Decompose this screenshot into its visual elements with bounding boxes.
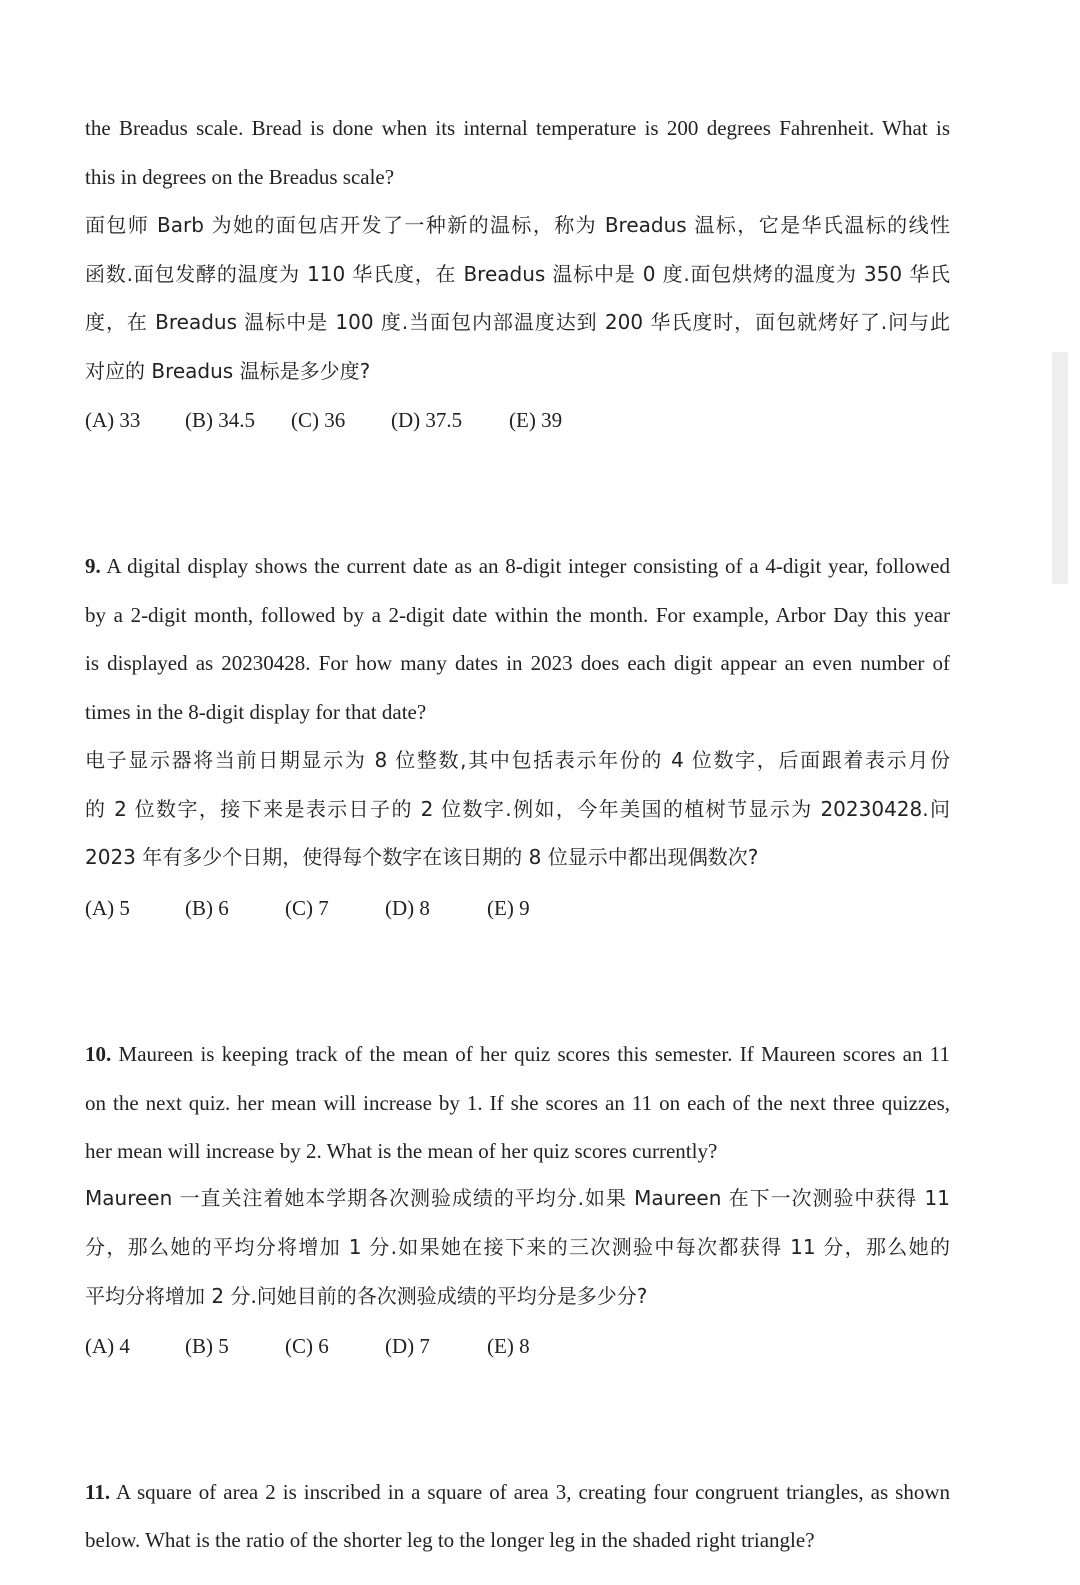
q10-choice-e: (E) 8 <box>487 1334 530 1358</box>
q9-en-first: A digital display shows the current date as an 8-digit integer consisting of a 4-digit year, followed <box>106 554 951 578</box>
q11-en-first: A square of area 2 is inscribed in a square of area 3, creating four congruent triangles, as shown <box>115 1480 950 1504</box>
q8-cn-line-4: 对应的 Breadus 温标是多少度? <box>85 359 371 383</box>
q9-choice-c: (C) 7 <box>285 896 329 920</box>
q9-cn-line-1: 电子显示器将当前日期显示为 8 位整数,其中包括表示年份的 4 位数字，后面跟着表示月份 <box>85 748 950 772</box>
q9-choice-a: (A) 5 <box>85 896 130 920</box>
q10-choice-a: (A) 4 <box>85 1334 130 1358</box>
q8-choice-c: (C) 36 <box>291 408 346 432</box>
q9-en-line-1 <box>85 552 950 580</box>
q8-choice-b: (B) 34.5 <box>185 408 255 432</box>
q8-choice-d: (D) 37.5 <box>391 408 463 432</box>
q9-choice-e: (E) 9 <box>487 896 530 920</box>
q10-choice-c: (C) 6 <box>285 1334 329 1358</box>
q10-en-line-2: on the next quiz. her mean will increase by 1. If she scores an 11 on each of the next three quizzes, <box>85 1091 950 1115</box>
q9-cn-line-2: 的 2 位数字，接下来是表示日子的 2 位数字.例如，今年美国的植树节显示为 20230428.问 <box>85 797 950 821</box>
q8-cn-line-1: 面包师 Barb 为她的面包店开发了一种新的温标，称为 Breadus 温标，它是华氏温标的线性 <box>85 213 950 237</box>
q11-en-line-2: below. What is the ratio of the shorter leg to the longer leg in the shaded right triangle? <box>85 1528 815 1552</box>
q9-number: 9. <box>85 554 101 578</box>
q11-en-line-1 <box>85 1478 950 1506</box>
q10-number: 10. <box>85 1042 112 1066</box>
q8-choice-a: (A) 33 <box>85 408 141 432</box>
q10-cn-line-3: 平均分将增加 2 分.问她目前的各次测验成绩的平均分是多少分? <box>85 1284 648 1308</box>
q11-number: 11. <box>85 1480 111 1504</box>
q8-choice-e: (E) 39 <box>509 408 563 432</box>
scrollbar-thumb[interactable] <box>1052 352 1068 584</box>
q8-en-line-1: the Breadus scale. Bread is done when its internal temperature is 200 degrees Fahrenheit. What is <box>85 116 950 140</box>
q10-choice-d: (D) 7 <box>385 1334 430 1358</box>
q10-choice-b: (B) 5 <box>185 1334 229 1358</box>
q10-en-line-1 <box>85 1040 950 1068</box>
q10-cn-line-2: 分，那么她的平均分将增加 1 分.如果她在接下来的三次测验中每次都获得 11 分，那么她的 <box>85 1235 950 1259</box>
q9-cn-line-3: 2023 年有多少个日期，使得每个数字在该日期的 8 位显示中都出现偶数次? <box>85 845 759 869</box>
q8-cn-line-2: 函数.面包发酵的温度为 110 华氏度，在 Breadus 温标中是 0 度.面包烘烤的温度为 350 华氏 <box>85 262 950 286</box>
q10-en-first: Maureen is keeping track of the mean of her quiz scores this semester. If Maureen scores an 11 <box>118 1042 950 1066</box>
q8-cn-line-3: 度，在 Breadus 温标中是 100 度.当面包内部温度达到 200 华氏度时，面包就烤好了.问与此 <box>85 310 950 334</box>
q10-cn-line-1: Maureen 一直关注着她本学期各次测验成绩的平均分.如果 Maureen 在下一次测验中获得 11 <box>85 1186 950 1210</box>
q9-en-line-3: is displayed as 20230428. For how many dates in 2023 does each digit appear an even number of <box>85 651 950 675</box>
q8-en-line-2: this in degrees on the Breadus scale? <box>85 165 395 189</box>
q9-en-line-4: times in the 8-digit display for that date? <box>85 700 427 724</box>
q10-en-line-3: her mean will increase by 2. What is the mean of her quiz scores currently? <box>85 1139 718 1163</box>
q9-choice-b: (B) 6 <box>185 896 229 920</box>
q9-choice-d: (D) 8 <box>385 896 430 920</box>
q9-en-line-2: by a 2-digit month, followed by a 2-digit date within the month. For example, Arbor Day this year <box>85 603 950 627</box>
